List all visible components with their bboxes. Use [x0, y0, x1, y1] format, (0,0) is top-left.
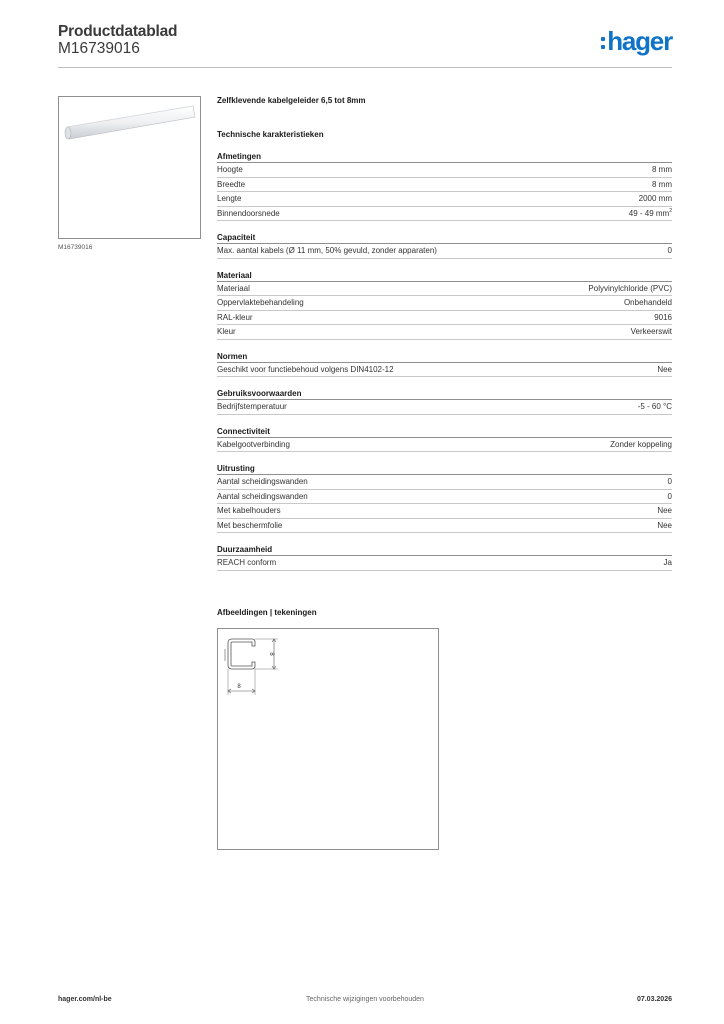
- spec-row: [217, 207, 672, 222]
- section-uitrusting: [217, 462, 672, 533]
- spec-value: Nee: [657, 506, 672, 515]
- spec-row: [217, 282, 672, 297]
- spec-label: Materiaal: [217, 283, 250, 293]
- section-title: Gebruiksvoorwaarden: [217, 387, 672, 400]
- section-normen: [217, 350, 672, 378]
- spec-value: 9016: [654, 312, 672, 322]
- spec-label: Binnendoorsnede: [217, 208, 280, 218]
- spec-label: Breedte: [217, 179, 246, 189]
- spec-value: 8 mm: [652, 179, 672, 189]
- section-materiaal: [217, 269, 672, 340]
- spec-label: Oppervlaktebehandeling: [217, 298, 304, 307]
- spec-label: RAL-kleur: [217, 312, 253, 322]
- profile-drawing: [218, 629, 438, 849]
- hager-logo[interactable]: [601, 26, 672, 56]
- dimension-height-label: 8: [268, 652, 274, 656]
- spec-row: [217, 325, 672, 340]
- spec-value: 0: [667, 491, 672, 501]
- spec-row: [217, 490, 672, 505]
- product-photo: [58, 96, 201, 239]
- logo-dots-icon: [601, 37, 605, 49]
- document-title: Productdatablad: [58, 23, 178, 40]
- tech-characteristics-title: Technische karakteristieken: [217, 130, 324, 139]
- spec-value-text: 49 - 49 mm: [628, 208, 670, 218]
- spec-value: Ja: [663, 558, 672, 567]
- page-footer: [58, 996, 672, 1010]
- section-title: Uitrusting: [217, 462, 672, 475]
- spec-label: Bedrijfstemperatuur: [217, 402, 287, 411]
- spec-row: [217, 475, 672, 490]
- footer-date: 07.03.2026: [636, 996, 672, 1003]
- spec-row: [217, 438, 672, 453]
- spec-value: Nee: [657, 520, 672, 530]
- section-connectiviteit: [217, 425, 672, 453]
- section-afmetingen: [217, 150, 672, 221]
- section-gebruiksvoorwaarden: [217, 387, 672, 415]
- spec-label: Lengte: [217, 194, 242, 203]
- spec-row: [217, 296, 672, 311]
- spec-row: [217, 363, 672, 378]
- section-title: Normen: [217, 350, 672, 363]
- spec-row: [217, 178, 672, 193]
- spec-row: [217, 504, 672, 519]
- spec-value: Zonder koppeling: [610, 439, 672, 449]
- spec-value: 2000 mm: [638, 194, 672, 203]
- page-header: [58, 20, 672, 68]
- spec-value: -5 - 60 °C: [637, 402, 672, 411]
- spec-value: 8 mm: [652, 165, 672, 174]
- section-title: Capaciteit: [217, 231, 672, 244]
- drawings-title: Afbeeldingen | tekeningen: [217, 608, 317, 617]
- footer-website-link[interactable]: hager.com/nl-be: [58, 996, 112, 1003]
- spec-row: [217, 163, 672, 178]
- spec-label: Met kabelhouders: [217, 506, 281, 515]
- spec-label: REACH conform: [217, 558, 277, 567]
- logo-text: hager: [607, 26, 672, 56]
- section-title: Materiaal: [217, 269, 672, 282]
- photo-caption: M16739016: [58, 244, 93, 251]
- spec-label: Kleur: [217, 327, 236, 336]
- spec-label: Aantal scheidingswanden: [217, 491, 308, 501]
- spec-label: Max. aantal kabels (Ø 11 mm, 50% gevuld, zonder apparaten): [217, 246, 437, 255]
- spec-row: [217, 244, 672, 259]
- spec-value: [629, 207, 672, 221]
- spec-label: Met beschermfolie: [217, 520, 283, 530]
- spec-label: Aantal scheidingswanden: [217, 477, 308, 486]
- dimension-width-label: 8: [237, 684, 241, 690]
- spec-value: Verkeerswit: [630, 327, 672, 336]
- section-duurzaamheid: [217, 543, 672, 571]
- footer-disclaimer: Technische wijzigingen voorbehouden: [306, 996, 424, 1003]
- section-capaciteit: [217, 231, 672, 259]
- spec-label: Geschikt voor functiebehoud volgens DIN4102-12: [217, 364, 394, 374]
- product-name: Zelfklevende kabelgeleider 6,5 tot 8mm: [217, 96, 366, 105]
- spec-row: [217, 556, 672, 571]
- technical-drawing: [217, 628, 439, 850]
- spec-label: Kabelgootverbinding: [217, 439, 290, 449]
- product-id: M16739016: [58, 40, 140, 57]
- cable-duct-image: [59, 97, 200, 238]
- section-title: Afmetingen: [217, 150, 672, 163]
- spec-value: Onbehandeld: [623, 298, 672, 307]
- spec-row: [217, 400, 672, 415]
- spec-value: 0: [667, 246, 672, 255]
- spec-row: [217, 311, 672, 326]
- section-title: Duurzaamheid: [217, 543, 672, 556]
- section-title: Connectiviteit: [217, 425, 672, 438]
- unit-superscript: 2: [669, 207, 672, 214]
- spec-row: [217, 192, 672, 207]
- spec-value: Nee: [657, 364, 672, 374]
- spec-value: Polyvinylchloride (PVC): [588, 283, 672, 293]
- spec-row: [217, 519, 672, 534]
- spec-label: Hoogte: [217, 165, 243, 174]
- spec-value: 0: [667, 477, 672, 486]
- spec-content: [217, 94, 672, 581]
